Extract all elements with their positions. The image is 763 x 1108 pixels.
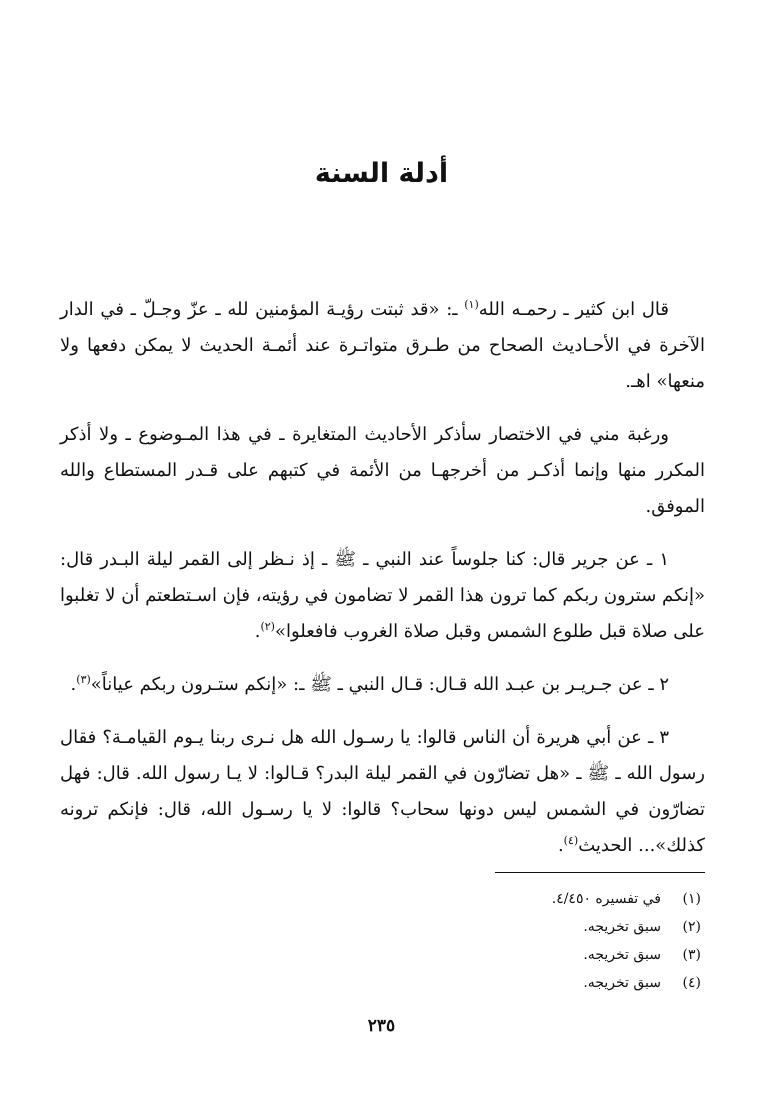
footnote-number: (٢) — [682, 919, 701, 935]
footnote-text: سبق تخريجه. — [583, 919, 661, 935]
main-text — [60, 292, 705, 881]
footnote-item — [61, 913, 701, 941]
paragraph-text: ٣ ـ عن أبي هريرة أن الناس قالوا: يا رسـول الله هل نـرى ربنا يـوم القيامـة؟ فقال رسول الله ـ ﷺ ـ «هل تضارّون في القمر ليلة البدر؟ قـالوا: لا يـا رسول الله. قال: فهل تضارّون في الشمس ليس دونها سحاب؟ قالوا: لا يا رسـول الله، قال: فإنكم ترونه كذلك»... الحديث — [60, 727, 705, 856]
paragraph-text: ـ: «قد ثبتت رؤيـة المؤمنين لله ـ عزّ وجـلّ ـ في الدار الآخرة في الأحـاديث الصحاح من طـرق متواتـرة عند أئمـة الحديث لا يمكن دفعها ولا منعها» اهـ. — [60, 299, 705, 392]
paragraph-hadith-2 — [60, 667, 705, 703]
paragraph-text: ٢ ـ عن جـريـر بن عبـد الله قـال: قـال النبي ـ ﷺ ـ: «إنكم ستـرون ربكم عياناً» — [90, 674, 669, 695]
footnote-item — [61, 969, 701, 997]
footnote-reference: (٢) — [260, 620, 275, 633]
footnote-text: سبق تخريجه. — [583, 975, 661, 991]
paragraph-text: . — [254, 621, 261, 642]
footnote-item — [61, 885, 701, 913]
paragraph-hadith-1 — [60, 542, 705, 650]
paragraph-ibn-kathir-quote — [60, 292, 705, 400]
footnote-item — [61, 941, 701, 969]
footnote-number: (١) — [682, 891, 701, 907]
footnote-text: سبق تخريجه. — [583, 947, 661, 963]
page-title: أدلة السنة — [314, 158, 449, 189]
footnote-reference: (٤) — [563, 834, 579, 847]
footnote-number: (٤) — [682, 975, 701, 991]
paragraph-text: قال ابن كثير ـ رحمـه الله — [478, 299, 669, 320]
paragraph-text: ١ ـ عن جرير قال: كنا جلوساً عند النبي ـ ﷺ ـ إذ نـظر إلى القمر ليلة البـدر قال: «إنكم سترون ربكم كما ترون هذا القمر لا تضامون في رؤيته، فإن اسـتطعتم أن لا تغلبوا على صلاة قبل طلوع الشمس وقبل صلاة الغروب فافعلوا» — [60, 549, 705, 642]
footnote-reference: (٣) — [76, 673, 91, 686]
paragraph-hadith-3 — [60, 720, 705, 864]
paragraph-author-intro — [60, 417, 705, 525]
page-number: ٢٣٥ — [367, 1016, 396, 1036]
footnote-reference: (١) — [464, 298, 479, 311]
footnote-divider — [495, 872, 705, 873]
footnote-number: (٣) — [682, 947, 701, 963]
footnotes-list — [61, 885, 701, 997]
footnote-text: في تفسيره ٤/٤٥٠. — [551, 891, 661, 907]
paragraph-text: ورغبة مني في الاختصار سأذكر الأحاديث المتغايرة ـ في هذا المـوضوع ـ ولا أذكر المكرر منها وإنما أذكـر من أخرجهـا من الأئمة في كتبهم على قـدر المستطاع والله الموفق. — [60, 424, 705, 517]
paragraph-text: . — [557, 835, 564, 856]
paragraph-text: . — [70, 674, 77, 695]
